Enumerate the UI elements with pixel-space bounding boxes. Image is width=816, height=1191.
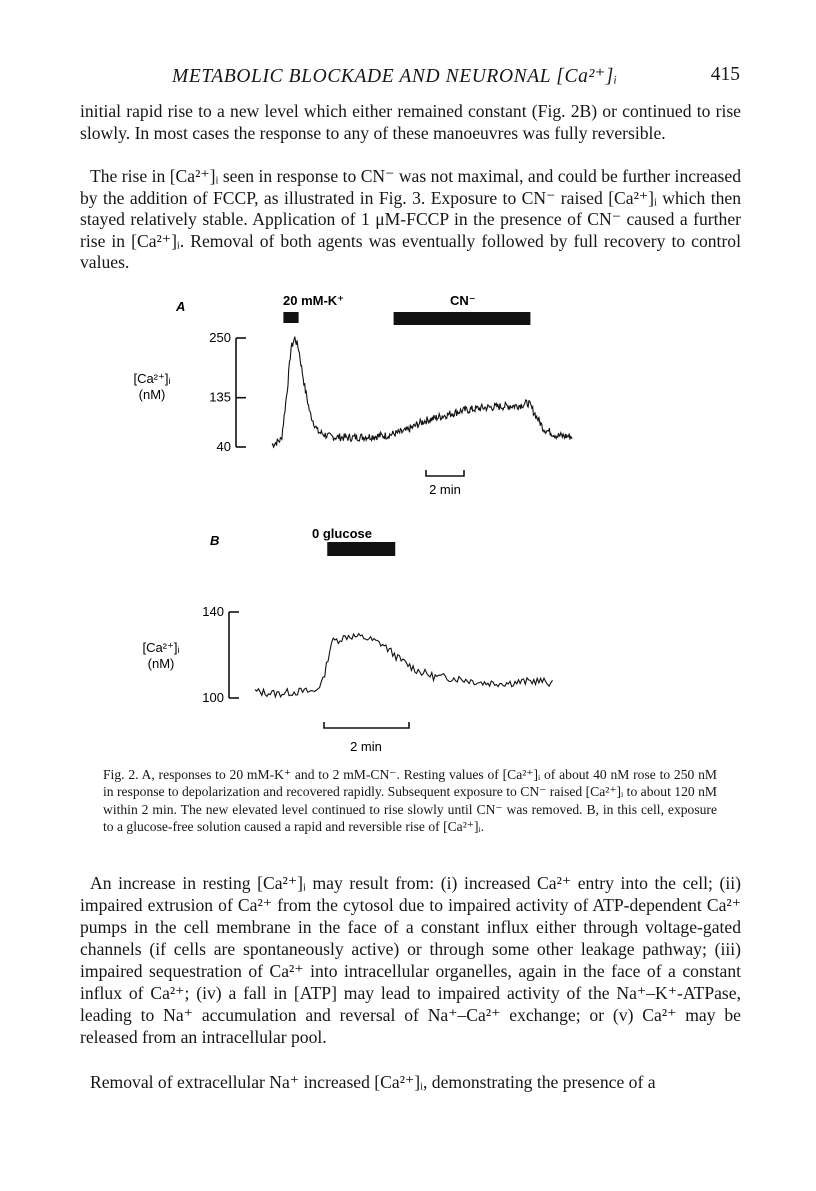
panel-b	[142, 526, 552, 754]
panel-a-stim1-label: 20 mM-K⁺	[283, 293, 345, 308]
panel-a-scale-label: 2 min	[429, 482, 461, 497]
y-tick-label: 250	[209, 330, 231, 345]
running-title: METABOLIC BLOCKADE AND NEURONAL [Ca²⁺]ᵢ	[172, 66, 618, 87]
panel-b-stim-bar	[327, 542, 395, 556]
panel-a-letter: A	[176, 299, 186, 314]
panel-b-stim-label: 0 glucose	[312, 526, 372, 541]
body-paragraph-4: Removal of extracellular Na⁺ increased [Ca²⁺]ᵢ, demonstrating the presence of a	[90, 1072, 656, 1092]
figure-2	[100, 285, 720, 765]
y-tick-label: 100	[202, 690, 224, 705]
panel-b-y-ticks	[202, 604, 239, 705]
panel-b-ylabel-line1: [Ca²⁺]ᵢ	[142, 640, 180, 655]
body-paragraph-2: The rise in [Ca²⁺]ᵢ seen in response to CN⁻ was not maximal, and could be further increased by the addition of FCCP, as illustrated in Fig. 3. Exposure to CN⁻ raised [Ca²⁺]ᵢ which then stayed relatively stable. Application of 1 μM-FCCP in the presence of CN⁻ caused a further rise in [Ca²⁺]ᵢ. Removal of both agents was eventually followed by full recovery to control values.	[80, 166, 741, 273]
body-paragraph-1: initial rapid rise to a new level which either remained constant (Fig. 2B) or continued to rise slowly. In most cases the response to any of these manoeuvres was fully reversible.	[80, 101, 741, 143]
panel-b-letter: B	[210, 533, 220, 548]
panel-a-ylabel-line1: [Ca²⁺]ᵢ	[133, 371, 171, 386]
panel-b-trace	[255, 634, 553, 697]
panel-a	[133, 293, 572, 497]
panel-a-stim2-bar	[394, 312, 531, 325]
panel-a-stim1-bar	[283, 312, 298, 323]
panel-b-ylabel-line2: (nM)	[147, 656, 175, 671]
panel-b-scale-bar	[324, 722, 409, 728]
panel-a-ylabel-line2: (nM)	[138, 387, 166, 402]
panel-b-scale-label: 2 min	[350, 739, 382, 754]
panel-a-y-ticks	[209, 330, 246, 454]
y-tick-label: 135	[209, 389, 231, 405]
page-header	[80, 64, 740, 90]
body-paragraph-3: An increase in resting [Ca²⁺]ᵢ may result from: (i) increased Ca²⁺ entry into the cell; (ii) impaired extrusion of Ca²⁺ from the cytosol due to impaired activity of ATP-dependent Ca²⁺ pumps in the cell membrane in the face of a constant influx either through voltage-gated channels (if cells are spontaneously active) or through some other leakage pathway; (iii) impaired sequestration of Ca²⁺ into intracellular organelles, again in the face of a constant influx of Ca²⁺; (iv) a fall in [ATP] may lead to impaired activity of the Na⁺–K⁺-ATPase, leading to Na⁺ accumulation and reversal of Na⁺–Ca²⁺ exchange; or (v) Ca²⁺ may be released from an intracellular pool.	[80, 873, 741, 1047]
figure-2-plot	[100, 285, 720, 765]
panel-a-stim2-label: CN⁻	[450, 293, 476, 308]
y-tick-label: 140	[202, 604, 224, 619]
panel-a-trace	[272, 337, 572, 448]
panel-a-scale-bar	[426, 470, 464, 476]
y-tick-label: 40	[216, 439, 231, 454]
page-number: 415	[710, 64, 740, 85]
figure-caption: Fig. 2. A, responses to 20 mM-K⁺ and to 2 mM-CN⁻. Resting values of [Ca²⁺]ᵢ of about 40 nM rose to 250 nM in response to depolarization and recovered rapidly. Subsequent exposure to CN⁻ raised [Ca²⁺]ᵢ to about 120 nM within 2 min. The new elevated level continued to rise slowly until CN⁻ was removed. B, in this cell, exposure to a glucose-free solution caused a rapid and reversible rise of [Ca²⁺]ᵢ.	[103, 767, 717, 835]
